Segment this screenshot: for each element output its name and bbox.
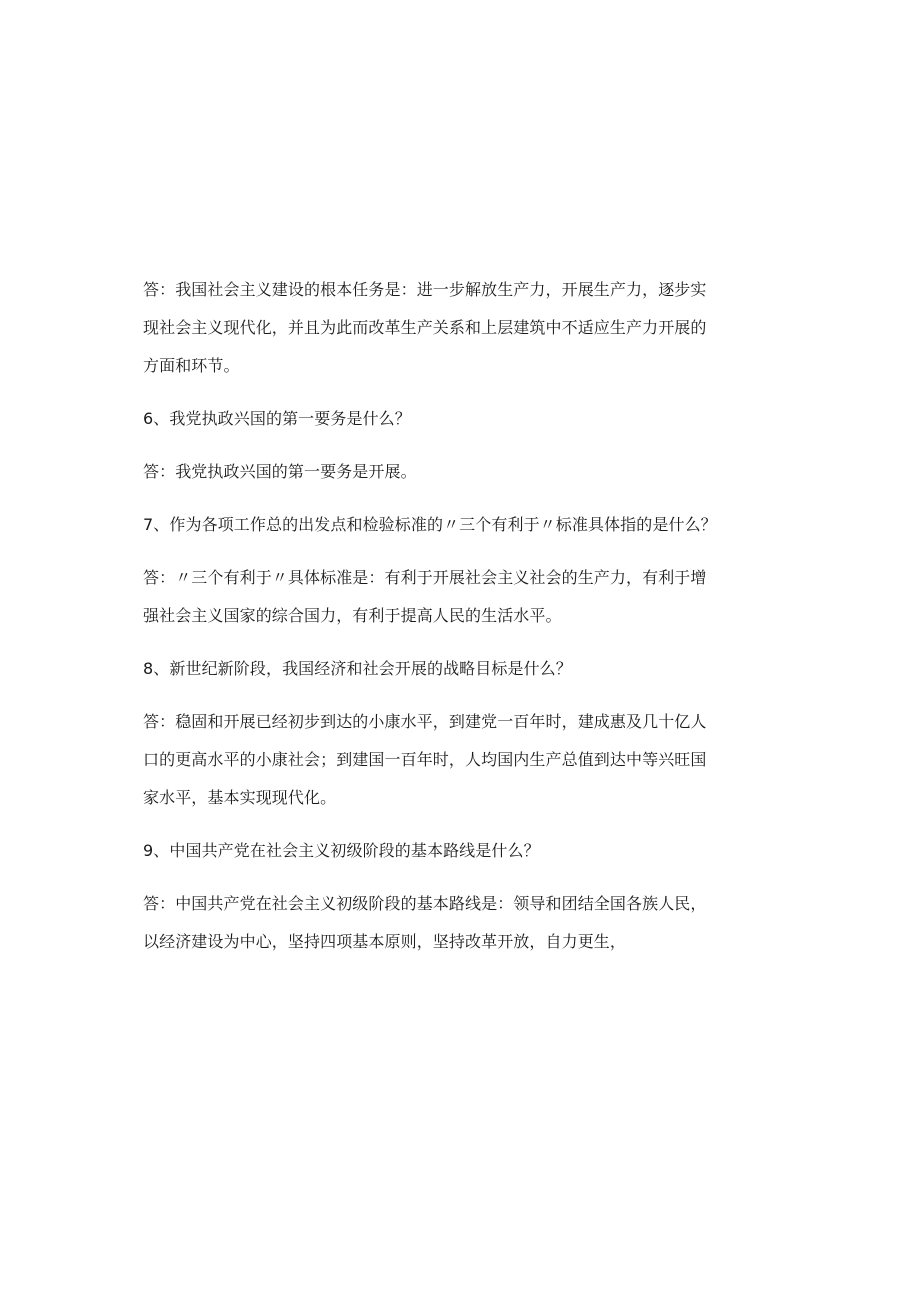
answer-9-line-2: 以经济建设为中心，坚持四项基本原则，坚持改革开放，自力更生，	[143, 932, 627, 951]
answer-8-line-1: 答：稳固和开展已经初步到达的小康水平，到建党一百年时，建成惠及几十亿人	[143, 712, 707, 731]
answer-9-line-1: 答：中国共产党在社会主义初级阶段的基本路线是：领导和团结全国各族人民，	[143, 894, 707, 913]
document-body	[143, 271, 717, 961]
question-9: 9、中国共产党在社会主义初级阶段的基本路线是什么？	[143, 841, 540, 860]
answer-5-line-2: 现社会主义现代化，并且为此而改革生产关系和上层建筑中不适应生产力开展的	[143, 318, 707, 337]
question-6: 6、我党执政兴国的第一要务是什么？	[143, 409, 411, 428]
answer-7-line-1: 答：〃三个有利于〃具体标准是：有利于开展社会主义社会的生产力，有利于增	[143, 568, 707, 587]
answer-8-line-2: 口的更高水平的小康社会；到建国一百年时，人均国内生产总值到达中等兴旺国	[143, 750, 707, 769]
answer-8-line-3: 家水平，基本实现现代化。	[143, 788, 337, 807]
answer-6: 答：我党执政兴国的第一要务是开展。	[143, 462, 417, 481]
answer-5-line-3: 方面和环节。	[143, 356, 240, 375]
question-7: 7、作为各项工作总的出发点和检验标准的〃三个有利于〃标准具体指的是什么？	[143, 515, 717, 534]
answer-7-line-2: 强社会主义国家的综合国力，有利于提高人民的生活水平。	[143, 606, 562, 625]
question-8: 8、新世纪新阶段，我国经济和社会开展的战略目标是什么？	[143, 659, 572, 678]
answer-5-line-1: 答：我国社会主义建设的根本任务是：进一步解放生产力，开展生产力，逐步实	[143, 280, 707, 299]
